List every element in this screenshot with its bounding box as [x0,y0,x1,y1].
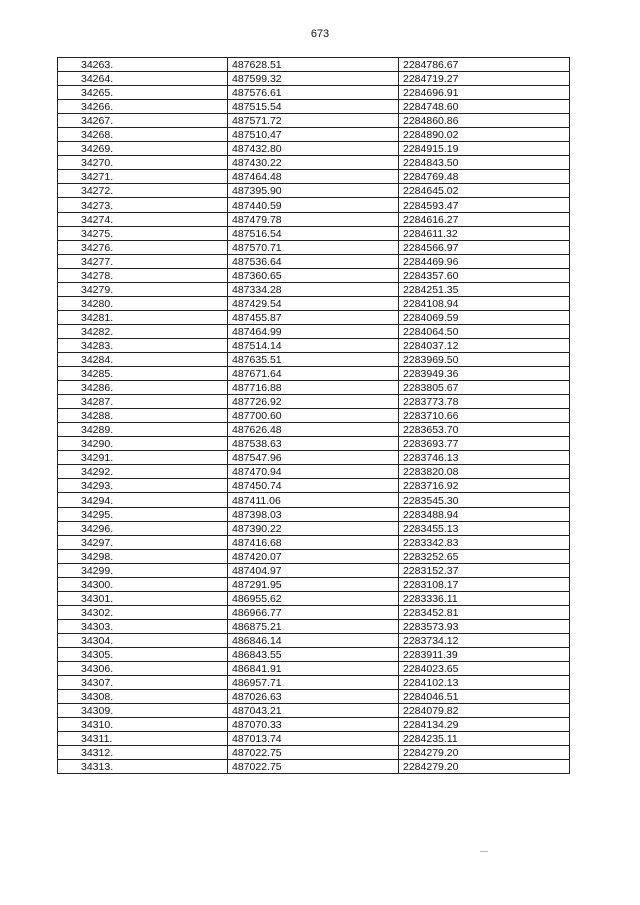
point-number-cell: 34309. [58,704,228,718]
point-number-cell: 34291. [58,451,228,465]
point-number-cell: 34278. [58,268,228,282]
x-coordinate-cell: 487547.96 [228,451,399,465]
y-coordinate-cell: 2284102.13 [399,676,570,690]
x-coordinate-cell: 487043.21 [228,704,399,718]
y-coordinate-cell: 2283488.94 [399,507,570,521]
table-row [58,212,570,226]
point-number-cell: 34293. [58,479,228,493]
x-coordinate-cell: 487334.28 [228,282,399,296]
x-coordinate-cell: 487022.75 [228,760,399,774]
table-row [58,690,570,704]
point-number-cell: 34266. [58,100,228,114]
x-coordinate-cell: 487360.65 [228,268,399,282]
y-coordinate-cell: 2283734.12 [399,633,570,647]
point-number-cell: 34267. [58,114,228,128]
point-number-cell: 34289. [58,423,228,437]
table-row [58,605,570,619]
y-coordinate-cell: 2283152.37 [399,563,570,577]
point-number-cell: 34268. [58,128,228,142]
x-coordinate-cell: 487291.95 [228,577,399,591]
table-row [58,268,570,282]
y-coordinate-cell: 2284616.27 [399,212,570,226]
point-number-cell: 34299. [58,563,228,577]
x-coordinate-cell: 487716.88 [228,381,399,395]
table-row [58,86,570,100]
point-number-cell: 34273. [58,198,228,212]
table-row [58,676,570,690]
point-number-cell: 34312. [58,746,228,760]
x-coordinate-cell: 487420.07 [228,549,399,563]
y-coordinate-cell: 2284469.96 [399,254,570,268]
y-coordinate-cell: 2283693.77 [399,437,570,451]
y-coordinate-cell: 2283710.66 [399,409,570,423]
x-coordinate-cell: 487628.51 [228,58,399,72]
table-row [58,282,570,296]
x-coordinate-cell: 486955.62 [228,591,399,605]
table-row [58,367,570,381]
point-number-cell: 34297. [58,535,228,549]
y-coordinate-cell: 2284890.02 [399,128,570,142]
point-number-cell: 34265. [58,86,228,100]
point-number-cell: 34295. [58,507,228,521]
x-coordinate-cell: 486846.14 [228,633,399,647]
y-coordinate-cell: 2284696.91 [399,86,570,100]
point-number-cell: 34276. [58,240,228,254]
x-coordinate-cell: 487398.03 [228,507,399,521]
y-coordinate-cell: 2283342.83 [399,535,570,549]
point-number-cell: 34313. [58,760,228,774]
table-row [58,577,570,591]
y-coordinate-cell: 2283545.30 [399,493,570,507]
table-row [58,338,570,352]
y-coordinate-cell: 2283336.11 [399,591,570,605]
y-coordinate-cell: 2283716.92 [399,479,570,493]
table-row [58,563,570,577]
y-coordinate-cell: 2283969.50 [399,352,570,366]
y-coordinate-cell: 2283911.39 [399,647,570,661]
table-row [58,451,570,465]
point-number-cell: 34304. [58,633,228,647]
point-number-cell: 34283. [58,338,228,352]
table-row [58,732,570,746]
table-row [58,226,570,240]
table-row [58,58,570,72]
y-coordinate-cell: 2283455.13 [399,521,570,535]
table-row [58,240,570,254]
y-coordinate-cell: 2283746.13 [399,451,570,465]
y-coordinate-cell: 2284786.67 [399,58,570,72]
y-coordinate-cell: 2283108.17 [399,577,570,591]
y-coordinate-cell: 2284037.12 [399,338,570,352]
table-row [58,535,570,549]
y-coordinate-cell: 2284611.32 [399,226,570,240]
point-number-cell: 34310. [58,718,228,732]
x-coordinate-cell: 487070.33 [228,718,399,732]
table-row [58,633,570,647]
table-row [58,381,570,395]
point-number-cell: 34302. [58,605,228,619]
x-coordinate-cell: 487416.68 [228,535,399,549]
point-number-cell: 34282. [58,324,228,338]
x-coordinate-cell: 487516.54 [228,226,399,240]
y-coordinate-cell: 2283653.70 [399,423,570,437]
table-row [58,170,570,184]
table-row [58,746,570,760]
table-row [58,114,570,128]
point-number-cell: 34263. [58,58,228,72]
y-coordinate-cell: 2284769.48 [399,170,570,184]
x-coordinate-cell: 487571.72 [228,114,399,128]
y-coordinate-cell: 2284843.50 [399,156,570,170]
x-coordinate-cell: 487429.54 [228,296,399,310]
x-coordinate-cell: 487013.74 [228,732,399,746]
y-coordinate-cell: 2284079.82 [399,704,570,718]
point-number-cell: 34294. [58,493,228,507]
point-number-cell: 34285. [58,367,228,381]
x-coordinate-cell: 487514.14 [228,338,399,352]
x-coordinate-cell: 487455.87 [228,310,399,324]
table-row [58,704,570,718]
x-coordinate-cell: 487626.48 [228,423,399,437]
table-row [58,128,570,142]
point-number-cell: 34284. [58,352,228,366]
point-number-cell: 34307. [58,676,228,690]
x-coordinate-cell: 487671.64 [228,367,399,381]
x-coordinate-cell: 487440.59 [228,198,399,212]
point-number-cell: 34272. [58,184,228,198]
table-row [58,493,570,507]
table-row [58,437,570,451]
point-number-cell: 34275. [58,226,228,240]
y-coordinate-cell: 2283949.36 [399,367,570,381]
table-row [58,619,570,633]
y-coordinate-cell: 2283452.81 [399,605,570,619]
x-coordinate-cell: 487464.48 [228,170,399,184]
y-coordinate-cell: 2283805.67 [399,381,570,395]
point-number-cell: 34298. [58,549,228,563]
y-coordinate-cell: 2284279.20 [399,760,570,774]
table-row [58,760,570,774]
table-row [58,718,570,732]
y-coordinate-cell: 2284593.47 [399,198,570,212]
table-row [58,662,570,676]
y-coordinate-cell: 2284566.97 [399,240,570,254]
table-row [58,647,570,661]
point-number-cell: 34311. [58,732,228,746]
y-coordinate-cell: 2284645.02 [399,184,570,198]
scan-mark [480,851,488,852]
x-coordinate-cell: 487510.47 [228,128,399,142]
point-number-cell: 34271. [58,170,228,184]
point-number-cell: 34296. [58,521,228,535]
x-coordinate-cell: 487700.60 [228,409,399,423]
table-row [58,296,570,310]
x-coordinate-cell: 487395.90 [228,184,399,198]
table-row [58,521,570,535]
x-coordinate-cell: 487479.78 [228,212,399,226]
coordinates-table-body [58,58,570,774]
table-row [58,423,570,437]
x-coordinate-cell: 486957.71 [228,676,399,690]
point-number-cell: 34281. [58,310,228,324]
y-coordinate-cell: 2284748.60 [399,100,570,114]
point-number-cell: 34280. [58,296,228,310]
y-coordinate-cell: 2284915.19 [399,142,570,156]
x-coordinate-cell: 486843.55 [228,647,399,661]
x-coordinate-cell: 487411.06 [228,493,399,507]
x-coordinate-cell: 487536.64 [228,254,399,268]
x-coordinate-cell: 487390.22 [228,521,399,535]
x-coordinate-cell: 487726.92 [228,395,399,409]
point-number-cell: 34301. [58,591,228,605]
x-coordinate-cell: 487470.94 [228,465,399,479]
table-row [58,100,570,114]
x-coordinate-cell: 486875.21 [228,619,399,633]
x-coordinate-cell: 487432.80 [228,142,399,156]
table-row [58,352,570,366]
y-coordinate-cell: 2284069.59 [399,310,570,324]
table-row [58,409,570,423]
table-row [58,184,570,198]
x-coordinate-cell: 487464.99 [228,324,399,338]
point-number-cell: 34308. [58,690,228,704]
point-number-cell: 34287. [58,395,228,409]
y-coordinate-cell: 2283820.08 [399,465,570,479]
x-coordinate-cell: 487570.71 [228,240,399,254]
x-coordinate-cell: 487599.32 [228,72,399,86]
y-coordinate-cell: 2284860.86 [399,114,570,128]
table-row [58,310,570,324]
x-coordinate-cell: 487576.61 [228,86,399,100]
table-row [58,254,570,268]
y-coordinate-cell: 2284235.11 [399,732,570,746]
y-coordinate-cell: 2284134.29 [399,718,570,732]
point-number-cell: 34290. [58,437,228,451]
table-row [58,324,570,338]
y-coordinate-cell: 2283573.93 [399,619,570,633]
point-number-cell: 34277. [58,254,228,268]
page-number: 673 [310,28,330,40]
x-coordinate-cell: 487450.74 [228,479,399,493]
point-number-cell: 34305. [58,647,228,661]
y-coordinate-cell: 2283252.65 [399,549,570,563]
y-coordinate-cell: 2284046.51 [399,690,570,704]
x-coordinate-cell: 487430.22 [228,156,399,170]
table-row [58,591,570,605]
table-row [58,395,570,409]
table-row [58,549,570,563]
x-coordinate-cell: 487515.54 [228,100,399,114]
y-coordinate-cell: 2284108.94 [399,296,570,310]
point-number-cell: 34292. [58,465,228,479]
x-coordinate-cell: 486841.91 [228,662,399,676]
point-number-cell: 34270. [58,156,228,170]
table-row [58,465,570,479]
point-number-cell: 34306. [58,662,228,676]
y-coordinate-cell: 2283773.78 [399,395,570,409]
x-coordinate-cell: 487538.63 [228,437,399,451]
y-coordinate-cell: 2284279.20 [399,746,570,760]
point-number-cell: 34264. [58,72,228,86]
x-coordinate-cell: 487635.51 [228,352,399,366]
y-coordinate-cell: 2284064.50 [399,324,570,338]
point-number-cell: 34300. [58,577,228,591]
y-coordinate-cell: 2284357.60 [399,268,570,282]
x-coordinate-cell: 487026.63 [228,690,399,704]
y-coordinate-cell: 2284023.65 [399,662,570,676]
point-number-cell: 34269. [58,142,228,156]
table-row [58,507,570,521]
y-coordinate-cell: 2284251.35 [399,282,570,296]
table-row [58,479,570,493]
table-row [58,198,570,212]
x-coordinate-cell: 486966.77 [228,605,399,619]
y-coordinate-cell: 2284719.27 [399,72,570,86]
x-coordinate-cell: 487404.97 [228,563,399,577]
x-coordinate-cell: 487022.75 [228,746,399,760]
table-row [58,156,570,170]
point-number-cell: 34288. [58,409,228,423]
point-number-cell: 34279. [58,282,228,296]
point-number-cell: 34274. [58,212,228,226]
point-number-cell: 34303. [58,619,228,633]
coordinates-table [57,57,570,774]
point-number-cell: 34286. [58,381,228,395]
table-row [58,72,570,86]
table-row [58,142,570,156]
